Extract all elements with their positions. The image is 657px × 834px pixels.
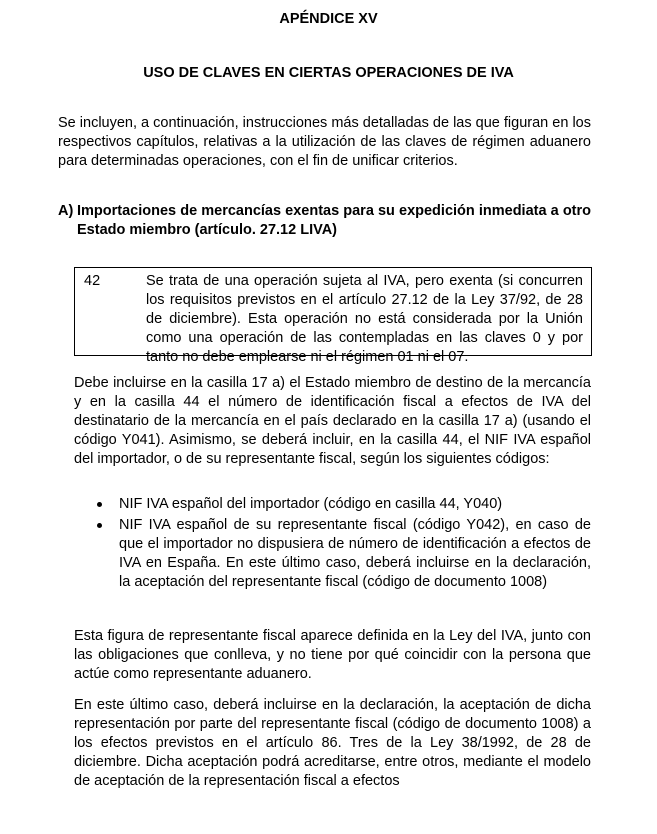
section-a-paragraph-3: Esta figura de representante fiscal aparece definida en la Ley del IVA, junto con las obligaciones que conlleva, y no tiene por qué coincidir con la persona que actúe como representante aduanero. — [74, 628, 591, 682]
section-a-paragraph-2: Debe incluirse en la casilla 17 a) el Estado miembro de destino de la mercancía y en la casilla 44 el número de identificación fiscal a efectos de IVA del destinatario de la mercancía en el país declarado en la casilla 17 a) (usando el código Y041). Asimismo, se deberá incluir, en la casilla 44, el NIF IVA español del importador, o de su representante fiscal, según los siguientes códigos: — [74, 375, 591, 467]
nif-code-list — [74, 495, 591, 594]
list-item — [74, 516, 591, 592]
section-a-paragraph-4: En este último caso, deberá incluirse en la declaración, la aceptación de dicha representación por parte del representante fiscal (código de documento 1008) a los efectos previstos en el artículo 86. Tres de la Ley 38/1992, de 28 de diciembre. Dicha aceptación podrá acreditarse, entre otros, mediante el modelo de aceptación de la representación fiscal a efectos — [74, 697, 591, 789]
section-a-heading — [58, 202, 591, 240]
regime-code-description: Se trata de una operación sujeta al IVA, pero exenta (si concurren los requisitos previstos en el artículo 27.12 de la Ley 37/92, de 28 de diciembre). Esta operación no está considerada por la Unión como una operación de las contempladas en las claves 0 y por tanto no debe emplearse ni el régimen 01 ni el 07. — [146, 273, 583, 365]
document-title: USO DE CLAVES EN CIERTAS OPERACIONES DE IVA — [143, 65, 514, 81]
section-a-letter: A) — [58, 203, 74, 219]
bullet-icon — [97, 502, 102, 507]
appendix-title: APÉNDICE XV — [279, 11, 378, 27]
section-a-title: Importaciones de mercancías exentas para su expedición inmediata a otro Estado miembro (artículo. 27.12 LIVA) — [77, 203, 591, 238]
list-item-text: NIF IVA español del importador (código en casilla 44, Y040) — [119, 496, 503, 512]
regime-code-number: 42 — [84, 273, 101, 289]
intro-paragraph: Se incluyen, a continuación, instrucciones más detalladas de las que figuran en los respectivos capítulos, relativas a la utilización de las claves de régimen aduanero para determinadas operaciones, con el fin de unificar criterios. — [58, 115, 591, 169]
list-item-text: NIF IVA español de su representante fiscal (código Y042), en caso de que el importador no dispusiera de número de identificación a efectos de IVA en España. En este último caso, deberá incluirse en la declaración, la aceptación del representante fiscal (código de documento 1008) — [119, 517, 591, 590]
regime-code-box — [74, 267, 592, 365]
bullet-icon — [97, 523, 102, 528]
list-item — [74, 495, 591, 514]
